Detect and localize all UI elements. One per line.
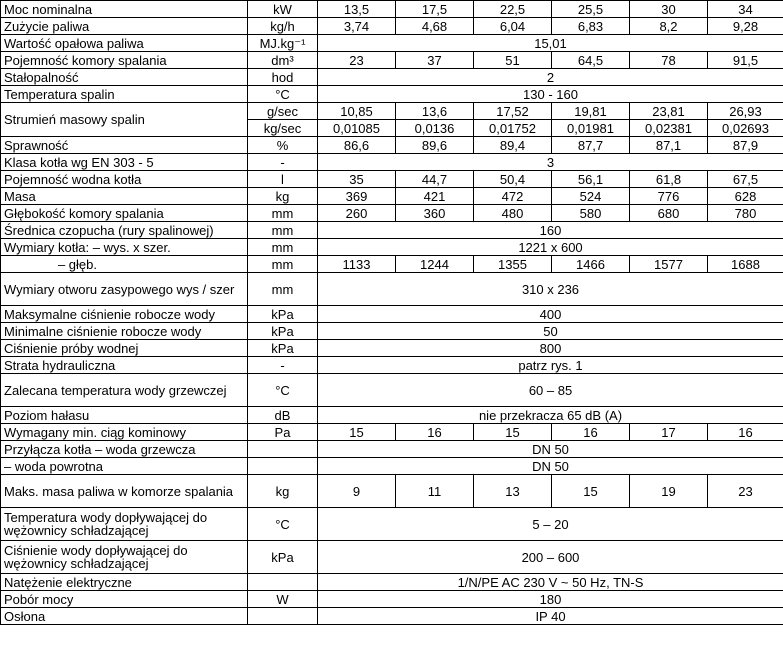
value-cell: 0,01752 [474, 120, 552, 137]
unit-cell [248, 458, 318, 475]
unit-cell: mm [248, 205, 318, 222]
value-cell: 8,2 [630, 18, 708, 35]
unit-cell: mm [248, 222, 318, 239]
unit-cell: kPa [248, 306, 318, 323]
value-cell: 6,83 [552, 18, 630, 35]
parameter-cell: Pojemność komory spalania [1, 52, 248, 69]
parameter-cell: – woda powrotna [1, 458, 248, 475]
value-cell: 35 [318, 171, 396, 188]
value-cell: 421 [396, 188, 474, 205]
parameter-cell: Ciśnienie wody dopływającej do wężownicy schładzającej [1, 541, 248, 574]
unit-cell: hod [248, 69, 318, 86]
table-row [1, 103, 783, 120]
value-cell: 1355 [474, 256, 552, 273]
unit-cell: Pa [248, 424, 318, 441]
unit-cell: kW [248, 1, 318, 18]
unit-cell [248, 608, 318, 625]
value-cell: 0,02693 [708, 120, 783, 137]
value-cell: 16 [708, 424, 783, 441]
unit-cell: dB [248, 407, 318, 424]
parameter-cell: Strumień masowy spalin [1, 103, 248, 137]
table-row [1, 441, 783, 458]
value-cell: 0,01085 [318, 120, 396, 137]
unit-cell: mm [248, 256, 318, 273]
value-cell: 0,01981 [552, 120, 630, 137]
value-cell: 1688 [708, 256, 783, 273]
table-row [1, 69, 783, 86]
parameter-cell: Temperatura spalin [1, 86, 248, 103]
value-cell: 86,6 [318, 137, 396, 154]
value-cell: 130 - 160 [318, 86, 783, 103]
value-cell: 1/N/PE AC 230 V ~ 50 Hz, TN-S [318, 574, 783, 591]
value-cell: 44,7 [396, 171, 474, 188]
value-cell: DN 50 [318, 458, 783, 475]
parameter-cell: Średnica czopucha (rury spalinowej) [1, 222, 248, 239]
value-cell: 15 [318, 424, 396, 441]
parameter-cell: Wartość opałowa paliwa [1, 35, 248, 52]
parameter-cell: Wymagany min. ciąg kominowy [1, 424, 248, 441]
value-cell: 60 – 85 [318, 374, 783, 407]
unit-cell: °C [248, 374, 318, 407]
table-row [1, 458, 783, 475]
table-row [1, 608, 783, 625]
parameter-cell: Pobór mocy [1, 591, 248, 608]
table-row [1, 86, 783, 103]
value-cell: 67,5 [708, 171, 783, 188]
parameter-cell: Zużycie paliwa [1, 18, 248, 35]
parameter-cell: Maks. masa paliwa w komorze spalania [1, 475, 248, 508]
value-cell: 22,5 [474, 1, 552, 18]
table-row [1, 137, 783, 154]
unit-cell: - [248, 357, 318, 374]
value-cell: 37 [396, 52, 474, 69]
value-cell: 91,5 [708, 52, 783, 69]
value-cell: DN 50 [318, 441, 783, 458]
parameter-cell: Moc nominalna [1, 1, 248, 18]
unit-cell: kg [248, 188, 318, 205]
parameter-cell: Wymiary otworu zasypowego wys / szer [1, 273, 248, 306]
value-cell: 1466 [552, 256, 630, 273]
unit-cell: kg/h [248, 18, 318, 35]
parameter-cell: Zalecana temperatura wody grzewczej [1, 374, 248, 407]
unit-cell: W [248, 591, 318, 608]
value-cell: 16 [552, 424, 630, 441]
value-cell: 23,81 [630, 103, 708, 120]
parameter-cell: – głęb. [1, 256, 248, 273]
unit-cell: °C [248, 508, 318, 541]
value-cell: patrz rys. 1 [318, 357, 783, 374]
value-cell: 87,9 [708, 137, 783, 154]
table-row [1, 222, 783, 239]
value-cell: 4,68 [396, 18, 474, 35]
value-cell: 1577 [630, 256, 708, 273]
value-cell: 10,85 [318, 103, 396, 120]
parameter-cell: Natężenie elektryczne [1, 574, 248, 591]
value-cell: 480 [474, 205, 552, 222]
unit-cell: kPa [248, 323, 318, 340]
value-cell: 17 [630, 424, 708, 441]
parameter-cell: Sprawność [1, 137, 248, 154]
value-cell: 23 [318, 52, 396, 69]
unit-cell: mm [248, 273, 318, 306]
value-cell: 200 – 600 [318, 541, 783, 574]
unit-cell [248, 574, 318, 591]
table-row [1, 407, 783, 424]
value-cell: 17,5 [396, 1, 474, 18]
table-row [1, 273, 783, 306]
parameter-cell: Klasa kotła wg EN 303 - 5 [1, 154, 248, 171]
parameter-cell: Temperatura wody dopływającej do wężownicy schładzającej [1, 508, 248, 541]
value-cell: 51 [474, 52, 552, 69]
table-row [1, 205, 783, 222]
value-cell: 16 [396, 424, 474, 441]
table-row [1, 188, 783, 205]
table-row [1, 306, 783, 323]
value-cell: 15 [552, 475, 630, 508]
parameter-cell: Pojemność wodna kotła [1, 171, 248, 188]
unit-cell: kg [248, 475, 318, 508]
value-cell: 15 [474, 424, 552, 441]
value-cell: IP 40 [318, 608, 783, 625]
value-cell: 78 [630, 52, 708, 69]
value-cell: 23 [708, 475, 783, 508]
value-cell: 1133 [318, 256, 396, 273]
value-cell: 160 [318, 222, 783, 239]
table-row [1, 18, 783, 35]
parameter-cell: Masa [1, 188, 248, 205]
value-cell: 360 [396, 205, 474, 222]
value-cell: 680 [630, 205, 708, 222]
value-cell: 5 – 20 [318, 508, 783, 541]
table-row [1, 541, 783, 574]
value-cell: 87,7 [552, 137, 630, 154]
value-cell: 25,5 [552, 1, 630, 18]
value-cell: 30 [630, 1, 708, 18]
table-row [1, 1, 783, 18]
value-cell: 19,81 [552, 103, 630, 120]
value-cell: 89,4 [474, 137, 552, 154]
table-row [1, 591, 783, 608]
value-cell: 9,28 [708, 18, 783, 35]
value-cell: 524 [552, 188, 630, 205]
table-row [1, 574, 783, 591]
table-row [1, 239, 783, 256]
value-cell: 776 [630, 188, 708, 205]
parameter-cell: Strata hydrauliczna [1, 357, 248, 374]
unit-cell: mm [248, 239, 318, 256]
value-cell: 3 [318, 154, 783, 171]
value-cell: 17,52 [474, 103, 552, 120]
value-cell: 34 [708, 1, 783, 18]
value-cell: 180 [318, 591, 783, 608]
value-cell: nie przekracza 65 dB (A) [318, 407, 783, 424]
value-cell: 1244 [396, 256, 474, 273]
value-cell: 64,5 [552, 52, 630, 69]
table-row [1, 52, 783, 69]
parameter-cell: Głębokość komory spalania [1, 205, 248, 222]
value-cell: 19 [630, 475, 708, 508]
unit-cell: l [248, 171, 318, 188]
value-cell: 15,01 [318, 35, 783, 52]
unit-cell: % [248, 137, 318, 154]
table-row [1, 424, 783, 441]
unit-cell: g/sec [248, 103, 318, 120]
table-row [1, 171, 783, 188]
unit-cell: °C [248, 86, 318, 103]
parameter-cell: Minimalne ciśnienie robocze wody [1, 323, 248, 340]
parameter-cell: Wymiary kotła: – wys. x szer. [1, 239, 248, 256]
unit-cell [248, 441, 318, 458]
unit-cell: kPa [248, 340, 318, 357]
value-cell: 628 [708, 188, 783, 205]
table-row [1, 508, 783, 541]
value-cell: 87,1 [630, 137, 708, 154]
parameter-cell: Poziom hałasu [1, 407, 248, 424]
value-cell: 11 [396, 475, 474, 508]
value-cell: 369 [318, 188, 396, 205]
value-cell: 3,74 [318, 18, 396, 35]
value-cell: 780 [708, 205, 783, 222]
unit-cell: kg/sec [248, 120, 318, 137]
value-cell: 580 [552, 205, 630, 222]
parameter-cell: Przyłącza kotła – woda grzewcza [1, 441, 248, 458]
value-cell: 50,4 [474, 171, 552, 188]
value-cell: 0,02381 [630, 120, 708, 137]
value-cell: 13,6 [396, 103, 474, 120]
value-cell: 2 [318, 69, 783, 86]
table-row [1, 256, 783, 273]
value-cell: 260 [318, 205, 396, 222]
table-row [1, 475, 783, 508]
value-cell: 56,1 [552, 171, 630, 188]
parameter-cell: Ciśnienie próby wodnej [1, 340, 248, 357]
value-cell: 400 [318, 306, 783, 323]
value-cell: 472 [474, 188, 552, 205]
parameter-cell: Maksymalne ciśnienie robocze wody [1, 306, 248, 323]
table-row [1, 374, 783, 407]
parameter-cell: Osłona [1, 608, 248, 625]
value-cell: 26,93 [708, 103, 783, 120]
table-row [1, 323, 783, 340]
unit-cell: - [248, 154, 318, 171]
value-cell: 13 [474, 475, 552, 508]
value-cell: 800 [318, 340, 783, 357]
table-row [1, 340, 783, 357]
value-cell: 50 [318, 323, 783, 340]
table-row [1, 357, 783, 374]
value-cell: 61,8 [630, 171, 708, 188]
table-row [1, 35, 783, 52]
value-cell: 13,5 [318, 1, 396, 18]
value-cell: 6,04 [474, 18, 552, 35]
value-cell: 9 [318, 475, 396, 508]
value-cell: 310 x 236 [318, 273, 783, 306]
parameter-cell: Stałopalność [1, 69, 248, 86]
unit-cell: MJ.kg⁻¹ [248, 35, 318, 52]
unit-cell: dm³ [248, 52, 318, 69]
table-row [1, 154, 783, 171]
value-cell: 89,6 [396, 137, 474, 154]
value-cell: 0,0136 [396, 120, 474, 137]
unit-cell: kPa [248, 541, 318, 574]
value-cell: 1221 x 600 [318, 239, 783, 256]
